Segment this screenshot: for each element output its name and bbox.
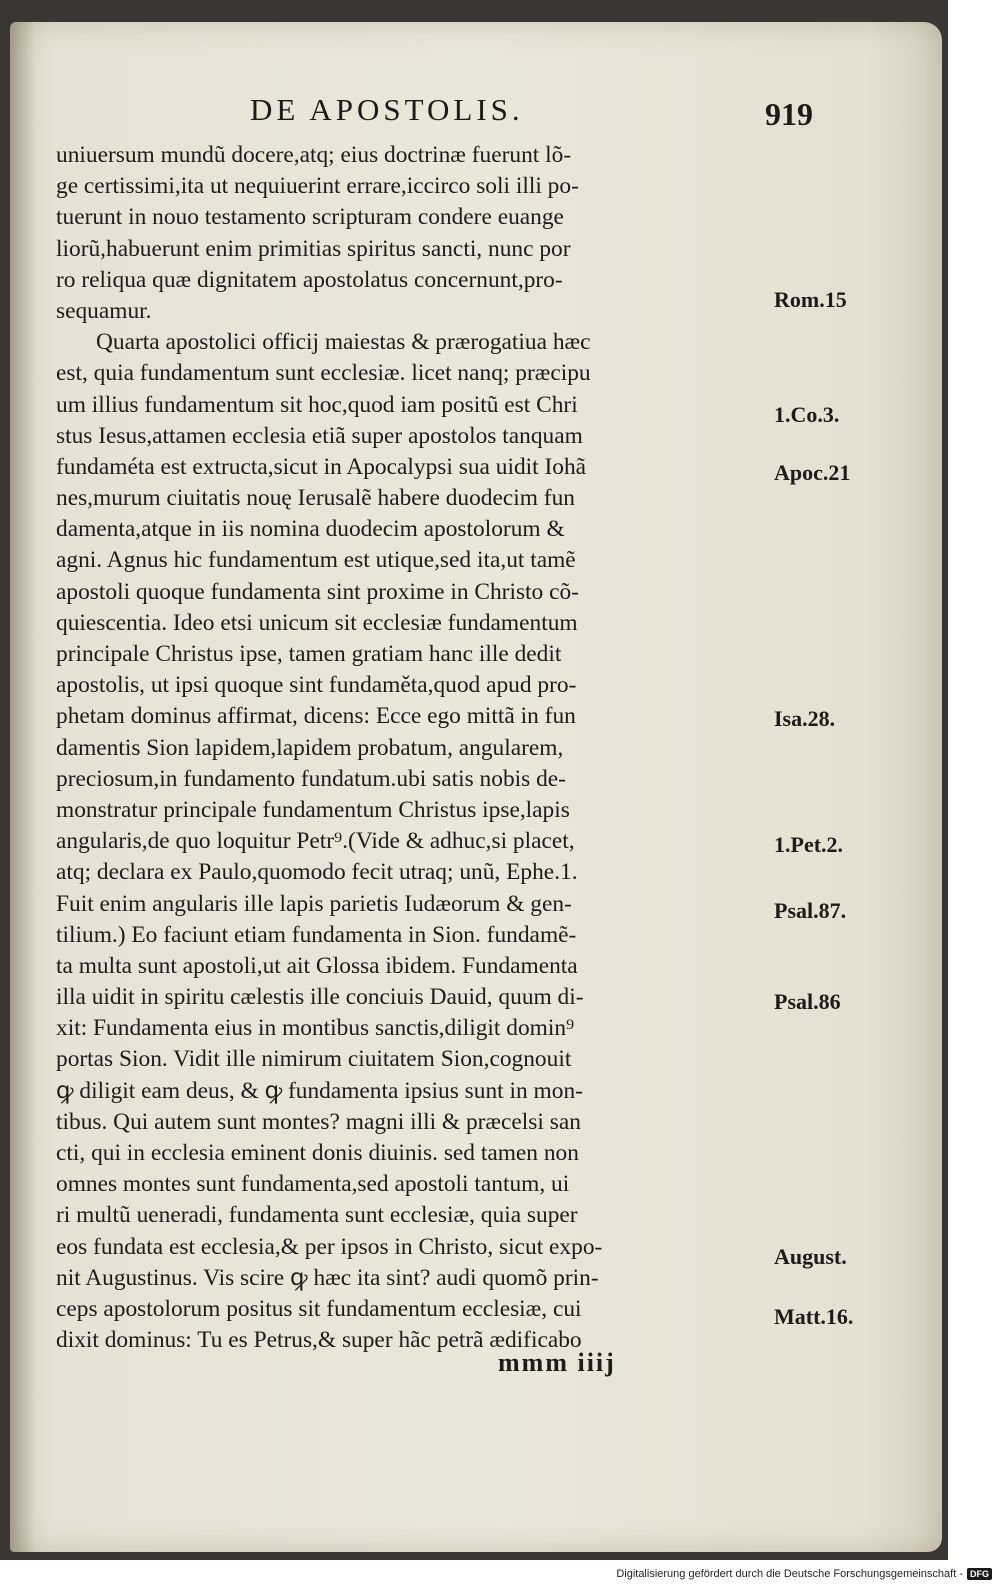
text-line: xit: Fundamenta eius in montibus sanctis,diligit domin⁹ bbox=[56, 1015, 575, 1042]
margin-note-rom: Rom.15 bbox=[774, 287, 847, 312]
text-line: illa uidit in spiritu cælestis ille conciuis Dauid, quum di- bbox=[56, 984, 584, 1011]
text-line: atq; declara ex Paulo,quomodo fecit utraq; unũ, Ephe.1. bbox=[56, 859, 578, 886]
margin-note-matt: Matt.16. bbox=[774, 1304, 854, 1329]
margin-note-1co: 1.Co.3. bbox=[774, 402, 840, 427]
text-line: phetam dominus affirmat, dicens: Ecce ego mittã in fun bbox=[56, 703, 576, 730]
book-page bbox=[10, 22, 942, 1552]
margin-note-1pet: 1.Pet.2. bbox=[774, 832, 844, 857]
text-line: portas Sion. Vidit ille nimirum ciuitatem Sion,cognouit bbox=[56, 1046, 572, 1073]
text-block bbox=[56, 140, 776, 1356]
text-line: fundaméta est extructa,sicut in Apocalypsi sua uidit Iohã bbox=[56, 453, 587, 480]
gutter-shadow bbox=[10, 22, 36, 1552]
text-line: quiescentia. Ideo etsi unicum sit ecclesiæ fundamentum bbox=[56, 609, 578, 636]
text-line: uniuersum mundũ docere,atq; eius doctrinæ fuerunt lõ- bbox=[56, 142, 572, 168]
text-line: stus Iesus,attamen ecclesia etiã super apostolos tanquam bbox=[56, 422, 583, 449]
text-line: est, quia fundamentum sunt ecclesiæ. licet nanq; præcipu bbox=[56, 360, 591, 387]
text-line: damenta,atque in iis nomina duodecim apostolorum & bbox=[56, 516, 565, 543]
credit-text: Digitalisierung gefördert durch die Deutsche Forschungsgemeinschaft - bbox=[616, 1568, 963, 1580]
text-line: ceps apostolorum positus sit fundamentum ecclesiæ, cui bbox=[56, 1295, 582, 1322]
dfg-logo: DFG bbox=[967, 1568, 992, 1580]
text-line: omnes montes sunt fundamenta,sed apostoli tantum, ui bbox=[56, 1171, 570, 1198]
text-line: ꝙ diligit eam deus, & ꝙ fundamenta ipsius sunt in mon- bbox=[56, 1077, 583, 1104]
text-line: Fuit enim angularis ille lapis parietis Iudæorum & gen- bbox=[56, 890, 572, 917]
text-line: damentis Sion lapidem,lapidem probatum, angularem, bbox=[56, 734, 564, 761]
text-line: sequamur. bbox=[56, 297, 152, 324]
signature-mark: mmm iiij bbox=[498, 1348, 616, 1377]
text-line: tilium.) Eo faciunt etiam fundamenta in Sion. fundamẽ- bbox=[56, 921, 577, 948]
text-line: tibus. Qui autem sunt montes? magni illi & præcelsi san bbox=[56, 1108, 581, 1135]
text-line: eos fundata est ecclesia,& per ipsos in Christo, sicut expo- bbox=[56, 1233, 603, 1260]
margin-note-isa: Isa.28. bbox=[774, 706, 836, 731]
text-line: principale Christus ipse, tamen gratiam hanc ille dedit bbox=[56, 641, 562, 667]
text-line: nes,murum ciuitatis nouę Ierusalẽ habere duodecim fun bbox=[56, 485, 575, 512]
text-line: monstratur principale fundamentum Christus ipse,lapis bbox=[56, 796, 570, 823]
text-line: angularis,de quo loquitur Petr⁹.(Vide & adhuc,si placet, bbox=[56, 828, 575, 855]
text-line: liorũ,habuerunt enim primitias spiritus sancti, nunc por bbox=[56, 235, 571, 262]
text-line: apostoli quoque fundamenta sint proxime in Christo cõ- bbox=[56, 578, 579, 605]
text-line: ta multa sunt apostoli,ut ait Glossa ibidem. Fundamenta bbox=[56, 952, 578, 979]
margin-note-psal-87: Psal.87. bbox=[774, 898, 847, 923]
digitization-credit bbox=[616, 1568, 992, 1580]
running-head bbox=[10, 90, 942, 130]
margin-note-apoc: Apoc.21 bbox=[774, 460, 851, 485]
text-line: agni. Agnus hic fundamentum est utique,sed ita,ut tamẽ bbox=[56, 547, 576, 574]
text-line: um illius fundamentum sit hoc,quod iam positũ est Chri bbox=[56, 391, 578, 418]
text-line: ri multũ ueneradi, fundamenta sunt ecclesiæ, quia super bbox=[56, 1202, 578, 1229]
text-line: tuerunt in nouo testamento scripturam condere euange bbox=[56, 204, 564, 231]
margin-note-august: August. bbox=[774, 1244, 847, 1269]
paragraph-start-line: Quarta apostolici officij maiestas & prærogatiua hæc bbox=[96, 329, 591, 356]
folio-number: 919 bbox=[765, 96, 813, 132]
margin-note-psal-86: Psal.86 bbox=[774, 989, 841, 1014]
text-line: nit Augustinus. Vis scire ꝙ hæc ita sint? audi quomõ prin- bbox=[56, 1264, 599, 1291]
text-line: ge certissimi,ita ut nequiuerint errare,iccirco soli illi po- bbox=[56, 173, 579, 200]
text-line: dixit dominus: Tu es Petrus,& super hãc petrã ædificabo bbox=[56, 1327, 582, 1354]
text-line: preciosum,in fundamento fundatum.ubi satis nobis de- bbox=[56, 765, 566, 792]
text-line: ro reliqua quæ dignitatem apostolatus concernunt,pro- bbox=[56, 266, 563, 293]
running-title: DE APOSTOLIS. bbox=[250, 92, 524, 127]
text-line: cti, qui in ecclesia eminent donis diuinis. sed tamen non bbox=[56, 1140, 579, 1166]
text-line: apostolis, ut ipsi quoque sint fundaměta,quod apud pro- bbox=[56, 672, 577, 699]
